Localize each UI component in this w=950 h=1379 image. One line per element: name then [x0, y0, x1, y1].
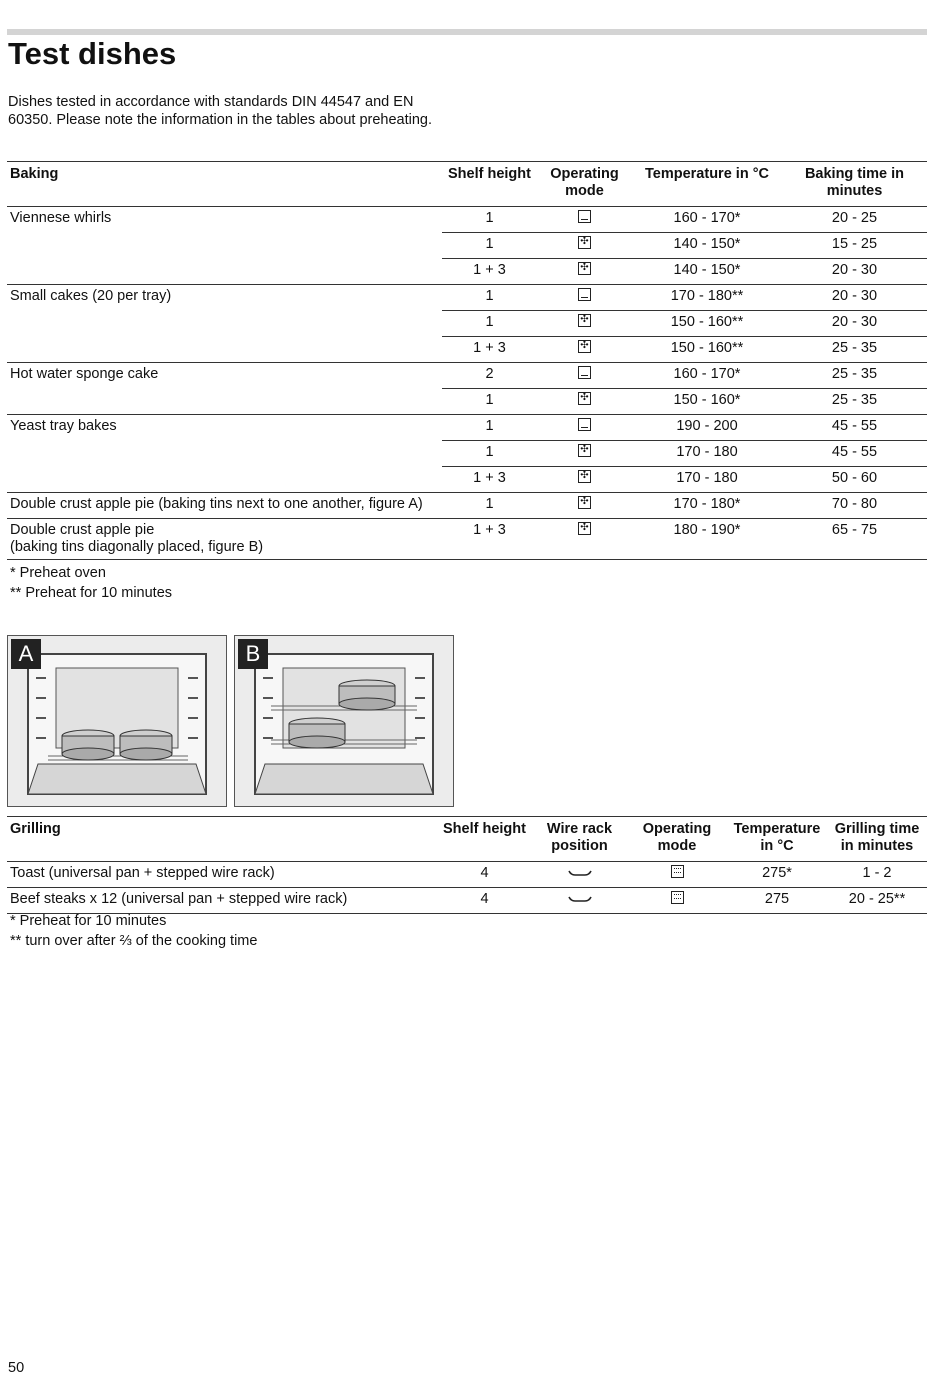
temperature: 170 - 180** — [632, 285, 782, 311]
hot-air-fan-icon — [578, 392, 591, 405]
table-row — [7, 415, 927, 441]
baking-time: 20 - 25 — [782, 207, 927, 233]
figure-a — [7, 635, 227, 807]
baking-time: 65 - 75 — [782, 519, 927, 560]
col-header-temp: Temperature in °C — [645, 166, 769, 182]
figure-b — [234, 635, 454, 807]
temperature: 160 - 170* — [632, 207, 782, 233]
shelf-height: 4 — [437, 862, 532, 888]
dish-name: Hot water sponge cake — [7, 363, 442, 415]
shelf-height: 1 — [442, 207, 537, 233]
page-number: 50 — [8, 1360, 25, 1376]
grilling-time: 1 - 2 — [827, 862, 927, 888]
shelf-height: 1 + 3 — [442, 519, 537, 560]
temperature: 150 - 160* — [632, 389, 782, 415]
col-header-mode: Operating mode — [642, 821, 712, 854]
col-header-shelf: Shelf height — [443, 821, 526, 837]
shelf-height: 1 + 3 — [442, 337, 537, 363]
col-header-grilling: Grilling — [10, 821, 61, 837]
temperature: 275 — [727, 888, 827, 914]
hot-air-fan-icon — [578, 262, 591, 275]
col-header-mode: Operating mode — [550, 166, 619, 199]
col-header-rack: Wire rack position — [546, 821, 613, 854]
stepped-wire-rack-icon — [568, 870, 592, 877]
shelf-height: 1 — [442, 311, 537, 337]
footnote: ** turn over after ⅔ of the cooking time — [10, 933, 258, 949]
temperature: 150 - 160** — [632, 311, 782, 337]
baking-time: 70 - 80 — [782, 493, 927, 519]
table-row — [7, 493, 927, 519]
shelf-height: 1 + 3 — [442, 259, 537, 285]
dish-name — [7, 519, 442, 560]
table-row — [7, 363, 927, 389]
table-row — [7, 888, 927, 914]
temperature: 275* — [727, 862, 827, 888]
table-row — [7, 207, 927, 233]
dish-name: Yeast tray bakes — [7, 415, 442, 493]
table-row — [7, 285, 927, 311]
grill-icon — [671, 865, 684, 878]
dish-name-line1: Double crust apple pie — [10, 522, 155, 538]
hot-air-fan-icon — [578, 444, 591, 457]
col-header-baking: Baking — [10, 166, 59, 182]
table-row — [7, 519, 927, 560]
baking-time: 45 - 55 — [782, 441, 927, 467]
shelf-height: 1 — [442, 415, 537, 441]
col-header-temp: Temperature in °C — [733, 821, 821, 854]
baking-table — [7, 161, 927, 560]
footnote: ** Preheat for 10 minutes — [10, 585, 173, 601]
col-header-time: Baking time in minutes — [804, 166, 905, 199]
hot-air-fan-icon — [578, 470, 591, 483]
footnote: * Preheat oven — [10, 565, 106, 581]
hot-air-fan-icon — [578, 496, 591, 509]
shelf-height: 4 — [437, 888, 532, 914]
baking-time: 15 - 25 — [782, 233, 927, 259]
baking-time: 50 - 60 — [782, 467, 927, 493]
intro-text: Dishes tested in accordance with standards DIN 44547 and EN 60350. Please note the information in the tables about preheating. — [8, 94, 433, 128]
figure-label-a: A — [11, 639, 41, 669]
dish-name: Toast (universal pan + stepped wire rack) — [7, 862, 437, 888]
baking-time: 20 - 30 — [782, 259, 927, 285]
baking-time: 25 - 35 — [782, 363, 927, 389]
stepped-wire-rack-icon — [568, 896, 592, 903]
page-title: Test dishes — [8, 36, 177, 71]
temperature: 170 - 180* — [632, 493, 782, 519]
baking-notes — [10, 563, 172, 603]
hot-air-fan-icon — [578, 522, 591, 535]
baking-time: 25 - 35 — [782, 389, 927, 415]
dish-name: Small cakes (20 per tray) — [7, 285, 442, 363]
top-bottom-heat-icon — [578, 210, 591, 223]
baking-time: 25 - 35 — [782, 337, 927, 363]
temperature: 180 - 190* — [632, 519, 782, 560]
shelf-height: 1 — [442, 441, 537, 467]
hot-air-fan-icon — [578, 236, 591, 249]
shelf-height: 1 — [442, 389, 537, 415]
hot-air-fan-icon — [578, 314, 591, 327]
hot-air-fan-icon — [578, 340, 591, 353]
temperature: 170 - 180 — [632, 441, 782, 467]
temperature: 160 - 170* — [632, 363, 782, 389]
col-header-shelf: Shelf height — [448, 166, 531, 182]
top-bottom-heat-icon — [578, 288, 591, 301]
dish-name-line2: (baking tins diagonally placed, figure B) — [10, 539, 264, 555]
baking-time: 20 - 30 — [782, 311, 927, 337]
grill-icon — [671, 891, 684, 904]
temperature: 150 - 160** — [632, 337, 782, 363]
dish-name: Viennese whirls — [7, 207, 442, 285]
figure-label-b: B — [238, 639, 268, 669]
baking-time: 20 - 30 — [782, 285, 927, 311]
shelf-height: 1 — [442, 285, 537, 311]
top-bottom-heat-icon — [578, 418, 591, 431]
shelf-height: 1 — [442, 493, 537, 519]
grilling-time: 20 - 25** — [827, 888, 927, 914]
grilling-notes — [10, 911, 257, 951]
shelf-height: 2 — [442, 363, 537, 389]
temperature: 140 - 150* — [632, 259, 782, 285]
dish-name: Beef steaks x 12 (universal pan + stepped wire rack) — [7, 888, 437, 914]
temperature: 170 - 180 — [632, 467, 782, 493]
top-bottom-heat-icon — [578, 366, 591, 379]
col-header-time: Grilling time in minutes — [834, 821, 920, 854]
shelf-height: 1 + 3 — [442, 467, 537, 493]
shelf-height: 1 — [442, 233, 537, 259]
grilling-table — [7, 816, 927, 914]
temperature: 140 - 150* — [632, 233, 782, 259]
baking-time: 45 - 55 — [782, 415, 927, 441]
temperature: 190 - 200 — [632, 415, 782, 441]
dish-name: Double crust apple pie (baking tins next to one another, figure A) — [7, 493, 442, 519]
table-row — [7, 862, 927, 888]
footnote: * Preheat for 10 minutes — [10, 913, 167, 929]
